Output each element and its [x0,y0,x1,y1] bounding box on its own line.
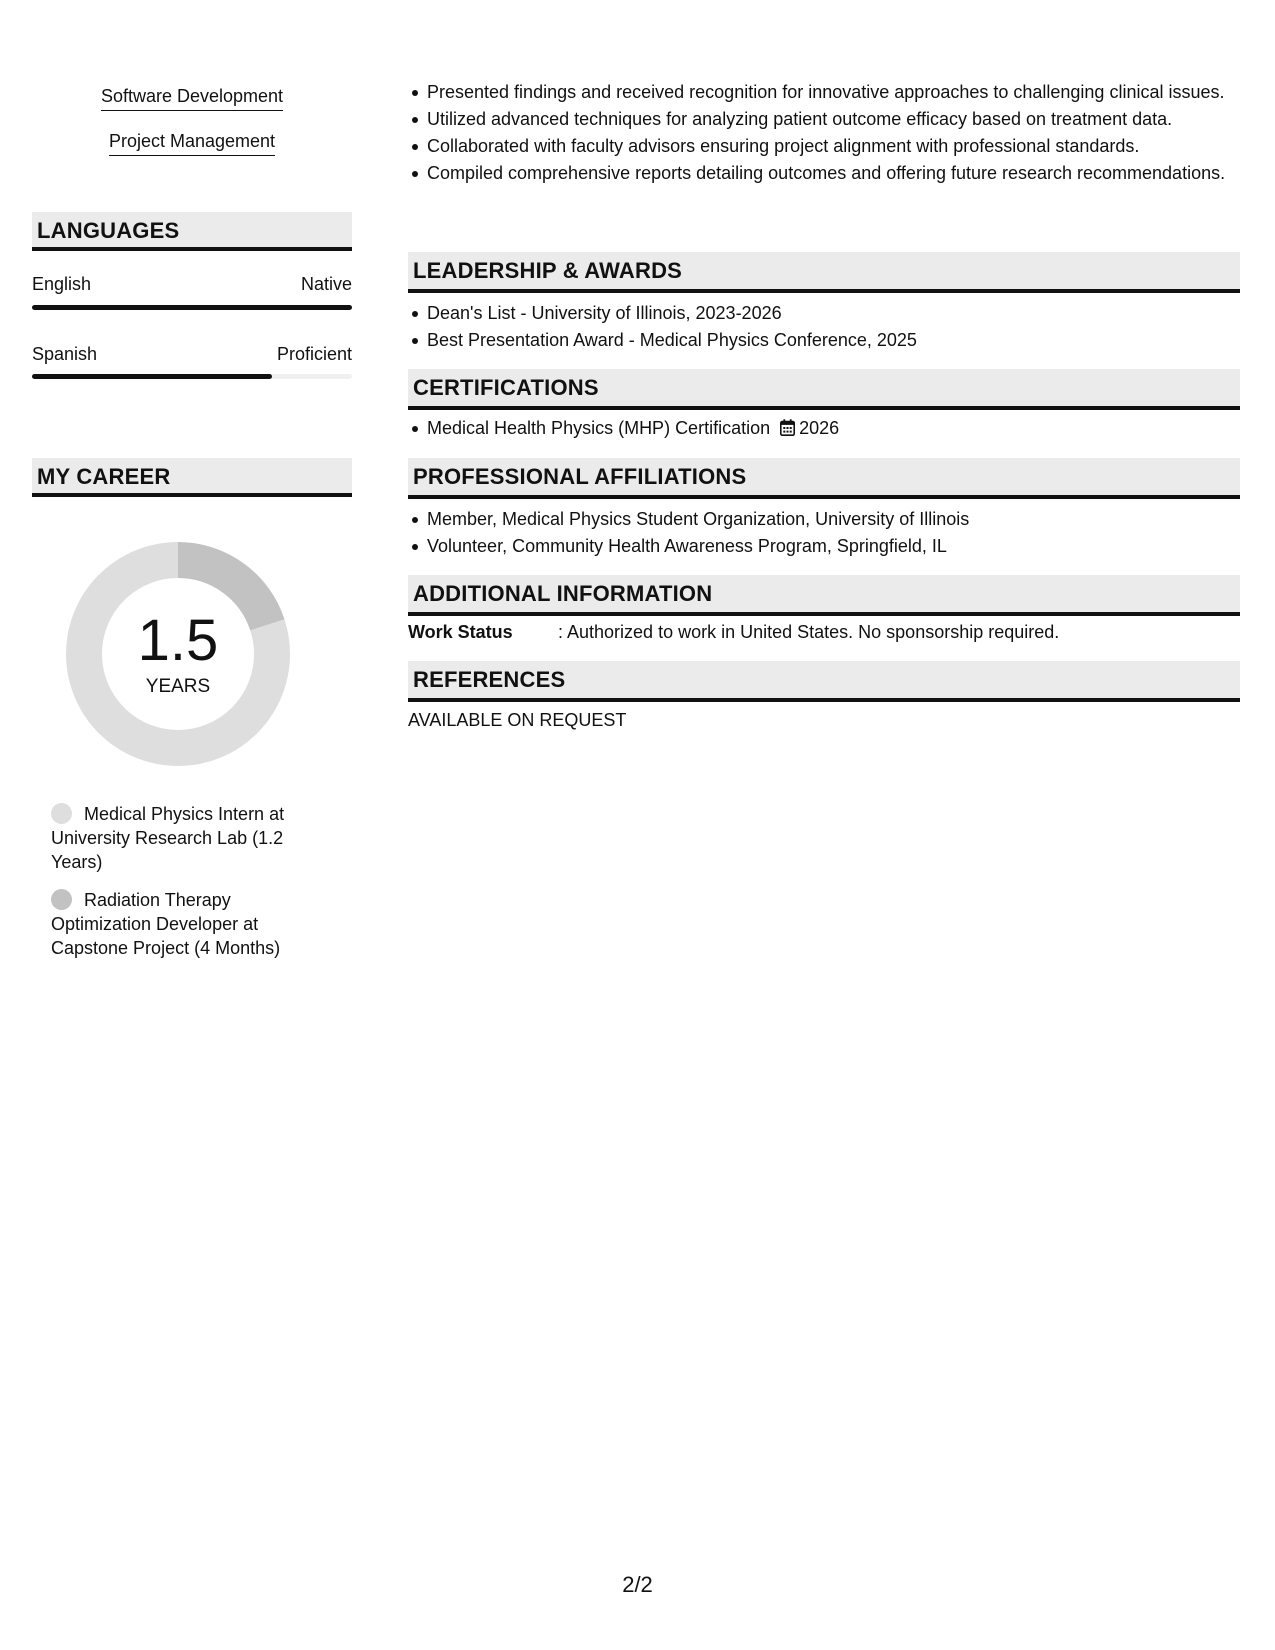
list-item: Compiled comprehensive reports detailing outcomes and offering future research recommendations. [427,161,1240,185]
work-status-value: : Authorized to work in United States. No sponsorship required. [558,622,1060,642]
list-item: Collaborated with faculty advisors ensuring project alignment with professional standards. [427,134,1240,158]
career-legend-label: Medical Physics Intern at University Research Lab (1.2 Years) [51,804,285,872]
language-proficiency-fill [32,374,272,379]
language-level: Native [300,274,352,294]
certification-name: Medical Health Physics (MHP) Certification [427,418,771,438]
affiliations-heading [408,458,1240,499]
section-title: ADDITIONAL INFORMATION [413,581,713,606]
calendar-icon [780,419,795,436]
page-number: 2/2 [622,1572,653,1597]
list-item: Volunteer, Community Health Awareness Program, Springfield, IL [427,534,1240,558]
certifications-list [408,416,1240,443]
language-proficiency-bar [32,374,352,379]
language-proficiency-bar [32,305,352,310]
career-legend-item [51,888,311,960]
experience-bullet-list [408,80,1240,188]
certification-year: 2026 [799,418,840,438]
certifications-heading [408,369,1240,410]
list-item: Utilized advanced techniques for analyzing patient outcome efficacy based on treatment data. [427,107,1240,131]
languages-heading [32,212,352,251]
section-title: CERTIFICATIONS [413,375,599,400]
skill-tag [32,86,352,111]
references-heading [408,661,1240,702]
skill-tag [32,131,352,156]
language-level: Proficient [276,344,352,364]
list-item: Dean's List - University of Illinois, 2023-2026 [427,301,1240,325]
list-item: Best Presentation Award - Medical Physics Conference, 2025 [427,328,1240,352]
section-title: PROFESSIONAL AFFILIATIONS [413,464,747,489]
skill-label: Software Development [101,86,283,111]
work-status-label: Work Status [408,622,513,642]
career-donut-chart [66,542,290,766]
list-item: Presented findings and received recognition for innovative approaches to challenging clinical issues. [427,80,1240,104]
leadership-list [408,301,1240,355]
section-title: MY CAREER [37,464,171,489]
career-total-unit: YEARS [145,676,211,697]
list-item [427,416,1240,440]
leadership-heading [408,252,1240,293]
career-heading [32,458,352,497]
references-text: AVAILABLE ON REQUEST [408,710,627,730]
career-legend-label: Radiation Therapy Optimization Developer at Capstone Project (4 Months) [51,890,281,958]
skill-label: Project Management [109,131,275,156]
section-title: REFERENCES [413,667,566,692]
career-total [66,542,290,766]
language-proficiency-fill [32,305,352,310]
additional-info-heading [408,575,1240,616]
career-legend-item [51,802,311,874]
legend-swatch [51,803,72,824]
affiliations-list [408,507,1240,561]
list-item: Member, Medical Physics Student Organization, University of Illinois [427,507,1240,531]
section-title: LANGUAGES [37,218,180,243]
legend-swatch [51,889,72,910]
language-name: Spanish [32,344,98,364]
section-title: LEADERSHIP & AWARDS [413,258,683,283]
career-total-value: 1.5 [137,608,219,673]
language-name: English [32,274,92,294]
